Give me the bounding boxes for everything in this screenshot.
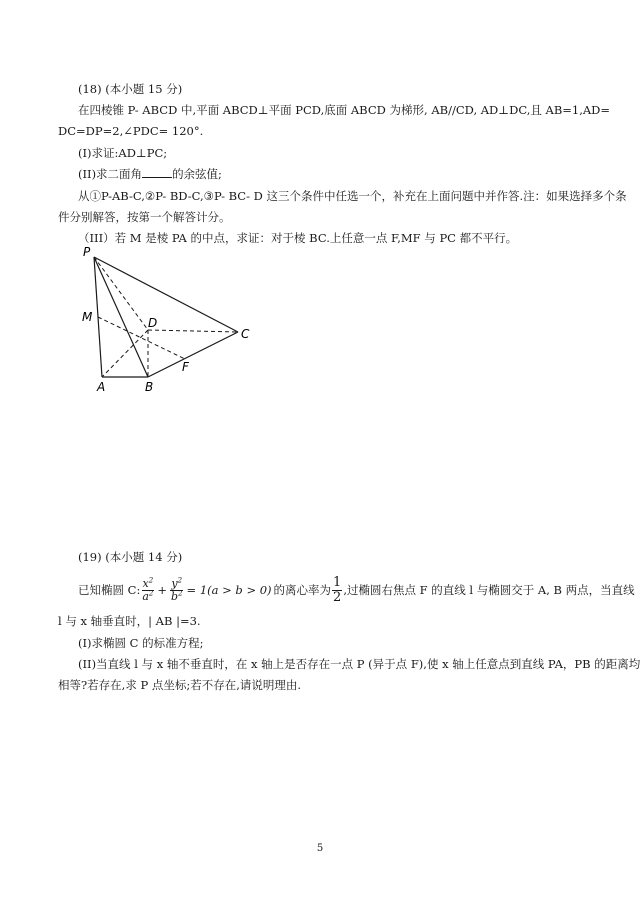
eq-plus: + [157,583,168,597]
label-M: M [82,310,93,324]
q18-part-2-suffix: 的余弦值; [172,167,222,181]
q19-stem-line-1 [78,575,635,605]
pyramid-diagram [78,245,268,400]
q18-part-2 [78,167,222,181]
label-F: F [182,360,189,374]
q19-part-2-line-1: (II)当直线 l 与 x 轴不垂直时，在 x 轴上是否存在一点 P (异于点 F),使 x 轴上任意点到直线 PA，PB 的距离均 [78,657,640,671]
edge-AD [102,330,148,377]
fraction-eccentricity [332,576,342,605]
answer-blank [142,167,172,178]
eq-y-den: b [171,589,179,603]
label-P: P [83,245,91,259]
q18-stem-line-2: DC=DP=2,∠PDC= 120°. [58,124,204,138]
q19-stem-mid: 的离心率为 [273,583,332,597]
edge-DC [148,330,238,332]
q18-stem-line-1: 在四棱锥 P- ABCD 中,平面 ABCD⊥平面 PCD,底面 ABCD 为梯形, AB//CD, AD⊥DC,且 AB=1,AD= [78,103,611,117]
label-A: A [97,380,106,394]
label-B: B [145,380,154,394]
edge-PC [94,257,238,332]
fraction-x2-a2: $\frac{x^2}{a^2}$ [142,575,154,603]
q18-header: (18) (本小题 15 分) [78,82,183,96]
page-number: 5 [316,843,324,854]
eq-y-num: y [171,576,178,590]
ecc-den: 2 [333,589,342,605]
segment-MF [98,317,185,359]
label-D: D [148,316,158,330]
eq-x-den: a [142,589,149,603]
q19-stem-line-2: l 与 x 轴垂直时，| AB |=3. [58,614,201,628]
q19-stem-suffix: ,过椭圆右焦点 F 的直线 l 与椭圆交于 A, B 两点，当直线 [343,583,635,597]
q18-part-2-prefix: (II)求二面角 [78,167,143,181]
ecc-num: 1 [333,574,342,590]
eq-x-num: x [142,576,149,590]
edge-BC [148,332,238,377]
pyramid-figure [78,245,268,404]
q18-part-3: （III）若 M 是棱 PA 的中点，求证：对于棱 BC.上任意一点 F,MF 与 PC 都不平行。 [78,231,518,245]
q19-header: (19) (本小题 14 分) [78,550,183,564]
q19-part-1: (I)求椭圆 C 的标准方程; [78,636,204,650]
q19-part-2-line-2: 相等?若存在,求 P 点坐标;若不存在,请说明理由. [58,678,302,692]
edge-PB [94,257,148,377]
fraction-y2-b2: $\frac{y^2}{b^2}$ [171,575,183,603]
label-C: C [241,327,250,341]
q19-stem-prefix: 已知椭圆 C: [78,583,141,597]
eq-rest: = 1(a > b > 0) [186,583,272,597]
q18-part-1: (I)求证:AD⊥PC; [78,146,168,160]
q18-choice-line-2: 件分别解答，按第一个解答计分。 [58,210,231,224]
q18-choice-line-1: 从①P-AB-C,②P- BD-C,③P- BC- D 这三个条件中任选一个，补充在上面问题中并作答.注：如果选择多个条 [78,189,627,203]
edge-PD [94,257,148,330]
